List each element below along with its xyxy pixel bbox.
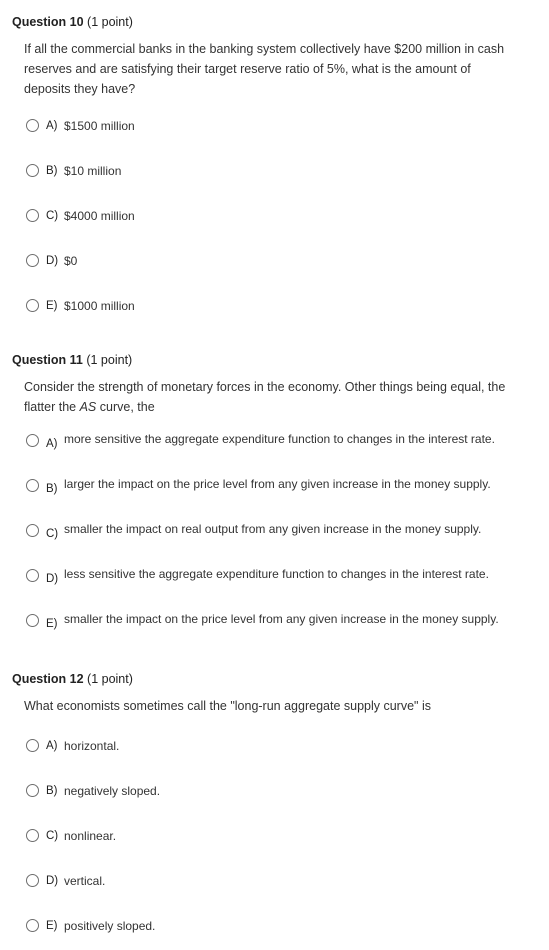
question-header bbox=[12, 353, 132, 367]
radio-button[interactable] bbox=[26, 299, 39, 312]
question-text-start: Consider the strength of monetary forces in the economy. Other things being equal, the flatter the bbox=[24, 380, 506, 414]
option-text: less sensitive the aggregate expenditure function to changes in the interest rate. bbox=[64, 567, 489, 581]
option-letter: B) bbox=[46, 483, 58, 495]
option-letter: C) bbox=[46, 830, 59, 842]
radio-button[interactable] bbox=[26, 434, 39, 447]
option-a[interactable] bbox=[26, 739, 516, 761]
option-c[interactable] bbox=[26, 829, 516, 851]
option-text: negatively sloped. bbox=[64, 784, 161, 798]
option-d[interactable] bbox=[26, 874, 516, 896]
option-b[interactable] bbox=[26, 479, 516, 501]
option-letter: E) bbox=[46, 300, 58, 312]
option-e[interactable] bbox=[26, 919, 516, 941]
option-text: horizontal. bbox=[64, 739, 120, 753]
radio-button[interactable] bbox=[26, 829, 39, 842]
option-a[interactable] bbox=[26, 119, 516, 141]
radio-button[interactable] bbox=[26, 614, 39, 627]
option-letter: A) bbox=[46, 120, 58, 132]
radio-button[interactable] bbox=[26, 254, 39, 267]
option-letter: D) bbox=[46, 255, 59, 267]
radio-button[interactable] bbox=[26, 524, 39, 537]
question-header bbox=[12, 672, 133, 686]
option-text: vertical. bbox=[64, 874, 106, 888]
option-b[interactable] bbox=[26, 164, 516, 186]
question-points: (1 point) bbox=[87, 672, 133, 686]
radio-button[interactable] bbox=[26, 479, 39, 492]
question-header bbox=[12, 15, 133, 29]
question-text: If all the commercial banks in the banking system collectively have $200 million in cash reserves and are satisfying their target reserve ratio of 5%, what is the amount of deposits they have? bbox=[24, 42, 505, 96]
option-letter: E) bbox=[46, 920, 58, 932]
option-c[interactable] bbox=[26, 209, 516, 231]
question-points: (1 point) bbox=[87, 15, 133, 29]
option-text: $10 million bbox=[64, 164, 122, 178]
option-d[interactable] bbox=[26, 569, 516, 591]
option-letter: C) bbox=[46, 528, 59, 540]
option-d[interactable] bbox=[26, 254, 516, 276]
option-letter: B) bbox=[46, 785, 58, 797]
radio-button[interactable] bbox=[26, 164, 39, 177]
option-e[interactable] bbox=[26, 614, 516, 636]
option-e[interactable] bbox=[26, 299, 516, 321]
option-text: smaller the impact on real output from any given increase in the money supply. bbox=[64, 522, 482, 536]
option-text: more sensitive the aggregate expenditure function to changes in the interest rate. bbox=[64, 432, 495, 446]
option-text: nonlinear. bbox=[64, 829, 117, 843]
question-text bbox=[24, 377, 514, 417]
option-b[interactable] bbox=[26, 784, 516, 806]
question-points: (1 point) bbox=[86, 353, 133, 367]
question-title: Question 11 bbox=[12, 353, 83, 367]
option-text: $1500 million bbox=[64, 119, 135, 133]
question-title: Question 12 bbox=[12, 672, 84, 686]
option-letter: E) bbox=[46, 618, 58, 630]
radio-button[interactable] bbox=[26, 919, 39, 932]
option-letter: A) bbox=[46, 740, 58, 752]
radio-button[interactable] bbox=[26, 874, 39, 887]
option-c[interactable] bbox=[26, 524, 516, 546]
radio-button[interactable] bbox=[26, 739, 39, 752]
radio-button[interactable] bbox=[26, 119, 39, 132]
question-text: What economists sometimes call the "long-run aggregate supply curve" is bbox=[24, 699, 431, 713]
option-text: $1000 million bbox=[64, 299, 135, 313]
option-a[interactable] bbox=[26, 434, 516, 456]
option-text: $0 bbox=[64, 254, 78, 268]
option-text: positively sloped. bbox=[64, 919, 156, 933]
option-letter: D) bbox=[46, 875, 59, 887]
option-letter: C) bbox=[46, 210, 59, 222]
option-text: smaller the impact on the price level from any given increase in the money supply. bbox=[64, 612, 499, 626]
question-text-italic: AS bbox=[79, 400, 97, 414]
option-text: larger the impact on the price level from any given increase in the money supply. bbox=[64, 477, 491, 491]
option-letter: A) bbox=[46, 438, 58, 450]
question-text-end: curve, the bbox=[96, 400, 155, 414]
option-letter: B) bbox=[46, 165, 58, 177]
radio-button[interactable] bbox=[26, 209, 39, 222]
radio-button[interactable] bbox=[26, 784, 39, 797]
option-letter: D) bbox=[46, 573, 59, 585]
radio-button[interactable] bbox=[26, 569, 39, 582]
option-text: $4000 million bbox=[64, 209, 135, 223]
question-title: Question 10 bbox=[12, 15, 84, 29]
